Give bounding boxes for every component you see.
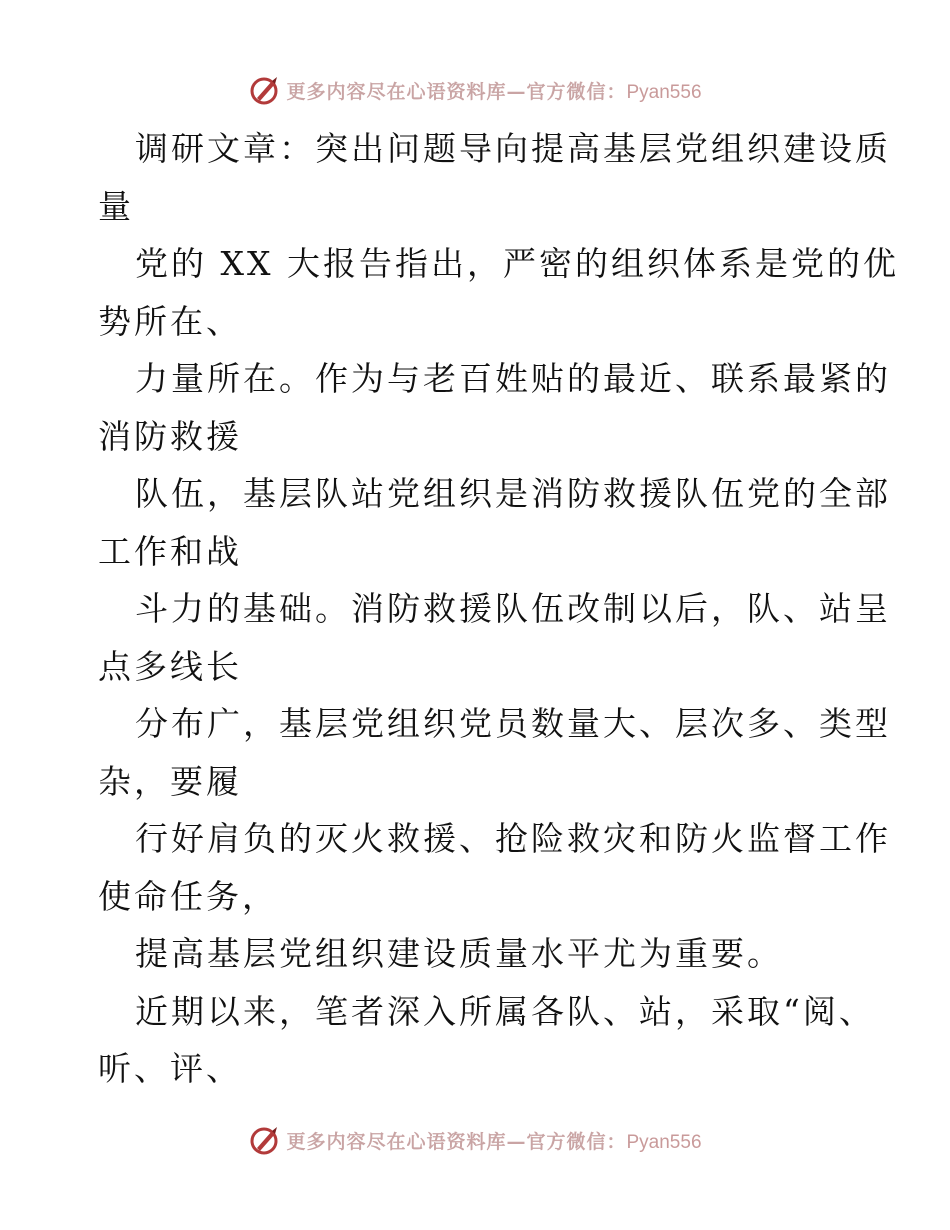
doc-line: 工作和战	[98, 531, 242, 571]
header-banner-text: 更多内容尽在心语资料库—官方微信：Pyan556	[286, 80, 702, 103]
header-wechat-id: Pyan556	[626, 81, 702, 103]
quill-pen-logo-icon	[248, 1124, 280, 1156]
quill-pen-logo-icon	[248, 74, 280, 106]
doc-line: 队伍，基层队站党组织是消防救援队伍党的全部	[135, 474, 891, 513]
doc-line-title: 调研文章：突出问题导向提高基层党组织建设质	[135, 129, 891, 168]
doc-line: 杂，要履	[98, 761, 242, 801]
footer-banner-text: 更多内容尽在心语资料库—官方微信：Pyan556	[286, 1130, 702, 1153]
doc-line: 提高基层党组织建设质量水平尤为重要。	[135, 934, 783, 973]
doc-line: 听、评、	[98, 1049, 242, 1088]
doc-line: 党的 XX 大报告指出，严密的组织体系是党的优	[135, 244, 899, 283]
doc-line: 消防救援	[98, 416, 242, 456]
footer-wechat-id: Pyan556	[626, 1131, 702, 1153]
doc-line: 使命任务，	[98, 876, 278, 916]
doc-line: 分布广，基层党组织党员数量大、层次多、类型	[135, 704, 891, 743]
doc-line: 行好肩负的灭火救援、抢险救灾和防火监督工作	[135, 819, 891, 858]
header-banner	[0, 70, 950, 110]
doc-line: 点多线长	[98, 646, 242, 686]
footer-banner	[0, 1120, 950, 1160]
doc-line: 势所在、	[98, 301, 242, 341]
doc-line: 近期以来，笔者深入所属各队、站，采取“阅、	[135, 991, 875, 1031]
doc-line: 力量所在。作为与老百姓贴的最近、联系最紧的	[135, 359, 891, 398]
document-body	[98, 120, 899, 1098]
doc-line: 量	[98, 186, 134, 226]
doc-line: 斗力的基础。消防救援队伍改制以后，队、站呈	[135, 589, 891, 628]
